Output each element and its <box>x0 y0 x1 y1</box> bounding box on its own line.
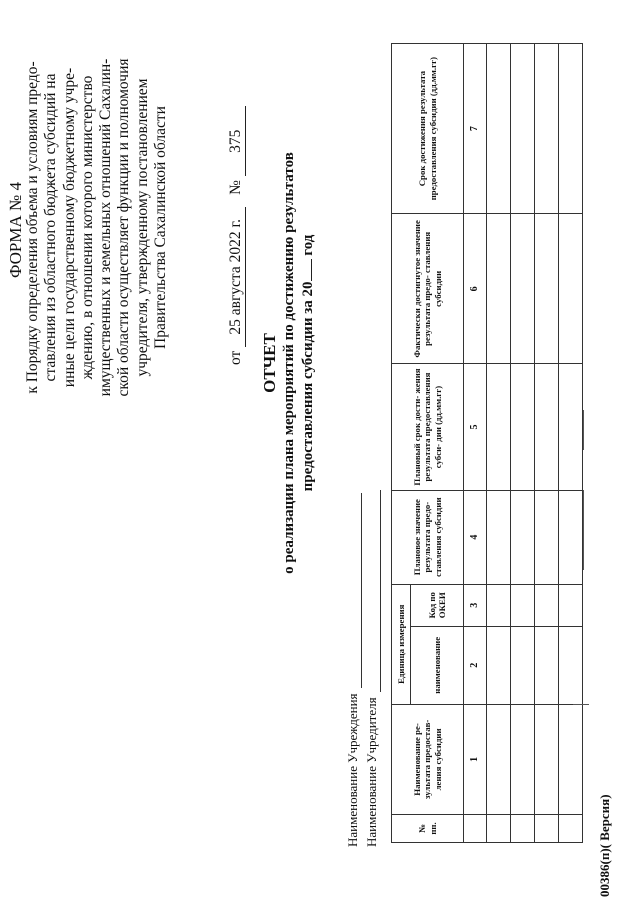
form-number-title: ФОРМА № 4 <box>6 182 25 278</box>
header-cell-planned-date: Плановый срок дости- жения результата предоставления субси- дии (дд.мм.гг) <box>392 364 464 490</box>
table-cell[interactable] <box>559 44 583 214</box>
report-subtitle-prefix: предоставления субсидии за 20 <box>300 281 316 492</box>
column-number-cell: 1 <box>464 704 487 814</box>
approval-line: иные цели государственному бюджетному учре- <box>60 67 78 388</box>
signature-line <box>583 490 584 570</box>
table-cell[interactable] <box>511 814 535 842</box>
table-cell[interactable] <box>535 584 559 626</box>
header-cell-planned-value: Плановое значение результата предо- ставления субсидии <box>392 490 464 584</box>
institution-label: Наименование Учреждения <box>345 693 360 847</box>
table-cell[interactable] <box>487 364 511 490</box>
table-column-numbers-row <box>464 44 487 843</box>
approval-date: 25 августа 2022 г. <box>227 207 246 347</box>
table-row <box>511 44 535 843</box>
table-header-row <box>392 44 411 843</box>
header-cell-actual-date: Срок достижения результата предоставления субсидии (дд.мм.гг) <box>392 44 464 214</box>
header-cell-actual-value: Фактически достигнутое значение результата предо- ставления субсидии <box>392 214 464 364</box>
table-cell[interactable] <box>559 704 583 814</box>
table-cell[interactable] <box>535 626 559 704</box>
founder-row <box>364 490 381 847</box>
table-cell[interactable] <box>511 626 535 704</box>
table-cell[interactable] <box>559 626 583 704</box>
table-cell[interactable] <box>511 584 535 626</box>
table-cell[interactable] <box>559 364 583 490</box>
institution-row <box>345 493 362 847</box>
results-table <box>391 43 583 843</box>
approval-line: ской области осуществляет функции и полномочия <box>115 58 133 397</box>
table-cell[interactable] <box>559 214 583 364</box>
approval-date-line <box>227 106 246 365</box>
table-cell[interactable] <box>535 214 559 364</box>
scan-mark <box>573 704 589 705</box>
table-cell[interactable] <box>487 814 511 842</box>
approval-line: Правительства Сахалинской области <box>152 106 170 349</box>
column-number-cell: 5 <box>464 364 487 490</box>
table-row <box>487 44 511 843</box>
table-cell[interactable] <box>511 44 535 214</box>
table-cell[interactable] <box>535 44 559 214</box>
founder-field[interactable] <box>364 490 381 692</box>
column-number-cell <box>464 814 487 842</box>
approval-line: к Порядку определения объема и условиям предо- <box>24 61 41 394</box>
date-prefix: от <box>227 350 244 365</box>
number-sign: № <box>227 180 244 195</box>
table-cell[interactable] <box>487 490 511 584</box>
table-cell[interactable] <box>487 626 511 704</box>
table-cell[interactable] <box>511 214 535 364</box>
column-number-cell: 3 <box>464 584 487 626</box>
table-cell[interactable] <box>535 490 559 584</box>
header-cell-result-name: Наименование ре- зультата предостав- ления субсидии <box>392 704 464 814</box>
report-subtitle-line1: о реализации плана мероприятий по достижению результатов <box>281 152 297 574</box>
table-cell[interactable] <box>487 584 511 626</box>
approval-line: имущественных и земельных отношений Сахалин- <box>97 58 115 397</box>
signature-line <box>583 410 584 450</box>
report-heading <box>260 83 318 643</box>
table-cell[interactable] <box>511 704 535 814</box>
header-cell-no: № пп. <box>392 814 464 842</box>
table-row <box>559 44 583 843</box>
column-number-cell: 2 <box>464 626 487 704</box>
approval-number: 375 <box>227 106 246 176</box>
table-cell[interactable] <box>511 364 535 490</box>
approval-line: ставления из областного бюджета субсидий на <box>42 73 60 382</box>
document-code: 00386(п)( Версия) <box>597 794 612 897</box>
table-cell[interactable] <box>535 364 559 490</box>
column-number-cell: 7 <box>464 44 487 214</box>
table-cell[interactable] <box>535 704 559 814</box>
approval-line: учредителя, утвержденному постановлением <box>133 78 151 377</box>
table-cell[interactable] <box>559 814 583 842</box>
table-cell[interactable] <box>535 814 559 842</box>
year-blank <box>311 260 312 282</box>
report-title: ОТЧЕТ <box>260 333 279 393</box>
approval-reference <box>24 5 170 450</box>
table-cell[interactable] <box>487 214 511 364</box>
institution-field[interactable] <box>345 493 362 688</box>
table-cell[interactable] <box>559 490 583 584</box>
table-cell[interactable] <box>487 704 511 814</box>
column-number-cell: 6 <box>464 214 487 364</box>
table-cell[interactable] <box>559 584 583 626</box>
table-row <box>535 44 559 843</box>
approval-line: ждению, в отношении которого министерство <box>78 75 96 380</box>
table-cell[interactable] <box>511 490 535 584</box>
report-subtitle-line2 <box>299 83 318 643</box>
report-subtitle-suffix: год <box>300 234 316 256</box>
column-number-cell: 4 <box>464 490 487 584</box>
header-cell-unit-okei: Код по ОКЕИ <box>411 584 464 626</box>
header-cell-unit-group: Единица измерения <box>392 584 411 704</box>
table-cell[interactable] <box>487 44 511 214</box>
founder-label: Наименование Учредителя <box>364 697 379 847</box>
header-cell-unit-name: наименование <box>411 626 464 704</box>
